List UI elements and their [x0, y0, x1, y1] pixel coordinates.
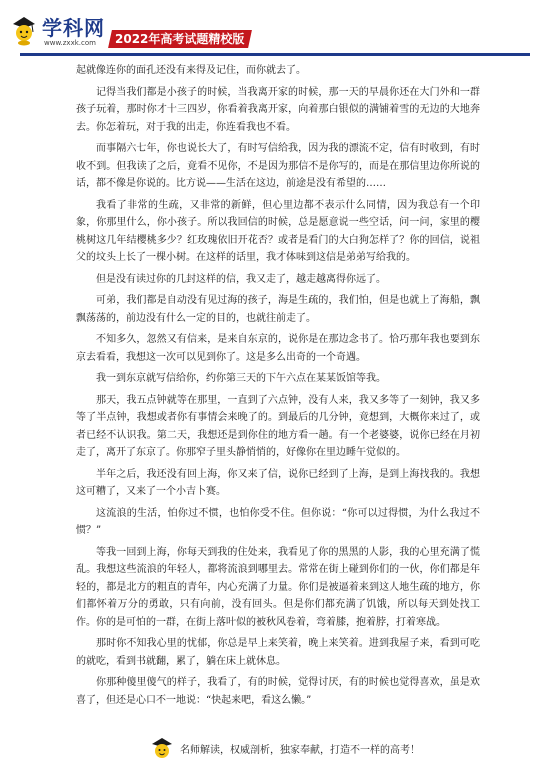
- page-header: [0, 0, 550, 60]
- paragraph: 等我一回到上海，你每天到我的住处来，我看见了你的黑黑的人影，我的心里充满了慌乱。我想这些流浪的年轻人，都将流浪到哪里去。常常在街上碰到你们的一伙，你们都是年轻的，都是北方的粗直的青年，内心充满了力量。你们是被逼着来到这人地生疏的地方，你们都怀着万分的勇敢，只有向前，没有回头。但是你们都充满了饥饿，所以每天到处找工作。你的是可怕的一群，在街上落叶似的被秋风卷着，弯着膝，抱着脖，打着寒战。: [76, 546, 480, 628]
- paragraph: 我看了非常的生疏，又非常的新鲜，但心里边都不表示什么同情，因为我总有一个印象，你那里什么，你小孩子。所以我回信的时候，总是愿意说一些空话，问一问，家里的樱桃树这几年结樱桃多少？红玫瑰依旧开花否？或者是看门的大白狗怎样了？你的回信，说祖父的坟头上长了一棵小树。在这样的话里，我才体味到这信是弟弟写给我的。: [76, 199, 480, 263]
- paragraph: 你那种傻里傻气的样子，我看了，有的时候，觉得讨厌，有的时候也觉得喜欢，虽是欢喜了，但还是心口不一地说：“快起来吧，看这么懒。”: [76, 677, 480, 706]
- paragraph: 可弟，我们都是自动没有见过海的孩子，海是生疏的，我们怕，但是也就上了海船，飘飘荡荡的，前边没有什么一定的目的，也就往前走了。: [76, 295, 480, 324]
- paragraph: 起就像连你的面孔还没有来得及记住，而你就去了。: [76, 65, 306, 76]
- article-body: [76, 62, 480, 713]
- paragraph: 半年之后，我还没有回上海，你又来了信，说你已经到了上海，是到上海找我的。我想这可糟了，又来了一个小吉卜赛。: [76, 468, 480, 497]
- paragraph: 这流浪的生活，怕你过不惯，也怕你受不住。但你说：“你可以过得惯，为什么我过不惯？”: [76, 507, 480, 536]
- paragraph: 我一到东京就写信给你，约你第三天的下午六点在某某饭馆等我。: [96, 373, 386, 384]
- mascot-icon: [150, 735, 174, 761]
- paragraph: 但是没有读过你的几封这样的信，我又走了，越走越离得你远了。: [96, 273, 386, 285]
- banner-text: 2022年高考试题精校版: [115, 32, 245, 46]
- exam-banner: [108, 30, 252, 48]
- header-divider: [20, 53, 530, 56]
- paragraph: 不知多久，忽然又有信来，是来自东京的，说你是在那边念书了。恰巧那年我也要到东京去看看，我想这一次可以见到你了。这是多么出奇的一个奇遇。: [76, 334, 480, 363]
- page-footer: [150, 733, 450, 763]
- mascot-icon: [10, 12, 38, 46]
- paragraph: 而事隔六七年，你也说长大了，有时写信给我，因为我的漂流不定，信有时收到，有时收不到。但我读了之后，竟看不见你，不是因为那信不是你写的，而是在那信里边你所说的话，都不像是你说的。比方说——生活在这边，前途是没有希望的……: [76, 143, 480, 189]
- brand-name: 学科网: [42, 16, 105, 40]
- paragraph: 那时你不知我心里的忧郁，你总是早上来笑着，晚上来笑着。进到我屋子来，看到可吃的就吃，看到书就翻，累了，躺在床上就休息。: [76, 638, 480, 667]
- site-url: www.zxxk.com: [44, 39, 96, 47]
- site-logo[interactable]: [8, 8, 108, 56]
- paragraph: 记得当我们都是小孩子的时候，当我离开家的时候，那一天的早晨你还在大门外和一群孩子玩着，那时你才十三四岁，你看着我离开家，向着那白银似的满铺着雪的无边的大地奔去。你怎着玩，对于我的出走，你连看我也不看。: [76, 86, 480, 133]
- footer-slogan: 名师解读，权威剖析，独家奉献，打造不一样的高考！: [180, 745, 420, 756]
- paragraph: 那天，我五点钟就等在那里，一直到了六点钟，没有人来，我又多等了一刻钟，我又多等了半点钟，我想或者你有事情会来晚了的。到最后的几分钟，竟想到，大概你来过了，或者已经不认识我。第二天，我想还是到你住的地方看一趟。有一个老婆婆，说你已经在月初走了，离开了东京了。你那窄子里头静悄悄的，好像你在里边睡午觉似的。: [76, 394, 480, 458]
